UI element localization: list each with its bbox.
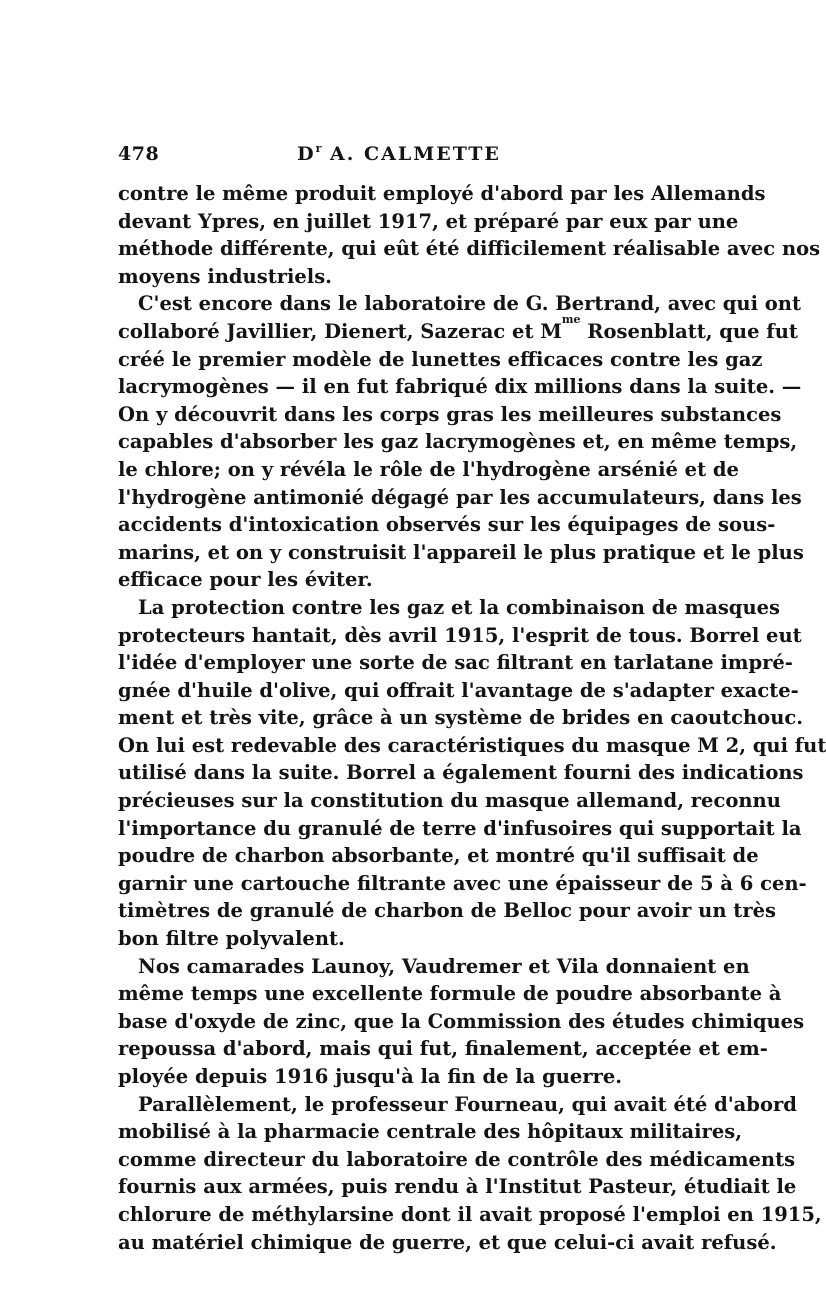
text-line: ployée depuis 1916 jusqu'à la fin de la guerre. — [118, 1065, 623, 1088]
text-line: efficace pour les éviter. — [118, 568, 373, 592]
text-line: l'importance du granulé de terre d'infusoires qui supportait la — [118, 816, 802, 840]
text-line: l'hydrogène antimonié dégagé par les accumulateurs, dans les — [118, 485, 802, 509]
text-line: On lui est redevable des caractéristiques du masque M 2, qui fut — [118, 733, 826, 757]
text-line: contre le même produit employé d'abord par les Allemands — [118, 182, 766, 205]
text-line: fournis aux armées, puis rendu à l'Institut Pasteur, étudiait le — [118, 1175, 797, 1199]
author-title-prefix: D — [297, 143, 316, 165]
text-line: comme directeur du laboratoire de contrôle des médicaments — [118, 1147, 796, 1171]
running-title — [118, 143, 680, 165]
text-line: collaboré Javillier, Dienert, Sazerac et $M^{me}$ Rosenblatt, que fut — [118, 312, 798, 343]
text-line: bon filtre polyvalent. — [118, 927, 345, 951]
text-line: accidents d'intoxication observés sur les équipages de sous- — [118, 513, 776, 537]
text-line: base d'oxyde de zinc, que la Commission des études chimiques — [118, 1009, 805, 1033]
text-line: La protection contre les gaz et la combinaison de masques — [138, 595, 781, 619]
text-line: poudre de charbon absorbante, et montré qu'il suffisait de — [118, 844, 759, 868]
text-line: l'idée d'employer une sorte de sac filtrant en tarlatane impré- — [118, 651, 793, 675]
text-line: garnir une cartouche filtrante avec une épaisseur de 5 à 6 cen- — [118, 871, 807, 895]
text-line: C'est encore dans le laboratoire de G. Bertrand, avec qui ont — [138, 292, 801, 316]
text-line: mobilisé à la pharmacie centrale des hôpitaux militaires, — [118, 1120, 742, 1144]
author-name: A. CALMETTE — [321, 143, 501, 165]
text-line: timètres de granulé de charbon de Belloc pour avoir un très — [118, 899, 776, 923]
text-line: Nos camarades Launoy, Vaudremer et Vila donnaient en — [138, 954, 750, 978]
text-line: Parallèlement, le professeur Fourneau, qui avait été d'abord — [138, 1092, 797, 1116]
text-line: protecteurs hantait, dès avril 1915, l'esprit de tous. Borrel eut — [118, 623, 802, 647]
text-line: moyens industriels. — [118, 264, 332, 288]
text-line: capables d'absorber les gaz lacrymogènes et, en même temps, — [118, 430, 798, 454]
text-line: créé le premier modèle de lunettes efficaces contre les gaz — [118, 347, 763, 371]
text-line: lacrymogènes — il en fut fabriqué dix millions dans la suite. — — [118, 375, 802, 399]
superscript: me — [561, 312, 581, 326]
text-line: devant Ypres, en juillet 1917, et préparé par eux par une — [118, 209, 739, 233]
text-line: chlorure de méthylarsine dont il avait proposé l'emploi en 1915, — [118, 1202, 822, 1226]
text-line: méthode différente, qui eût été difficilement réalisable avec nos — [118, 237, 821, 261]
author-title-prefix-sup: r — [315, 142, 322, 155]
text-line: au matériel chimique de guerre, et que celui-ci avait refusé. — [118, 1230, 777, 1254]
text-line: marins, et on y construisit l'appareil le plus pratique et le plus — [118, 540, 804, 564]
text-line: repoussa d'abord, mais qui fut, finalement, acceptée et em- — [118, 1037, 768, 1061]
text-line: précieuses sur la constitution du masque allemand, reconnu — [118, 789, 781, 813]
text-line: ment et très vite, grâce à un système de brides en caoutchouc. — [118, 706, 804, 730]
text-line: même temps une excellente formule de poudre absorbante à — [118, 982, 782, 1006]
body-text — [118, 180, 826, 1256]
text-line: le chlore; on y révéla le rôle de l'hydrogène arsénié et de — [118, 457, 739, 481]
page-number: 478 — [118, 143, 160, 165]
text-line: utilisé dans la suite. Borrel a également fourni des indications — [118, 761, 804, 785]
text-line: gnée d'huile d'olive, qui offrait l'avantage de s'adapter exacte- — [118, 678, 799, 702]
text-line: On y découvrit dans les corps gras les meilleures substances — [118, 402, 782, 426]
running-head — [118, 143, 680, 171]
